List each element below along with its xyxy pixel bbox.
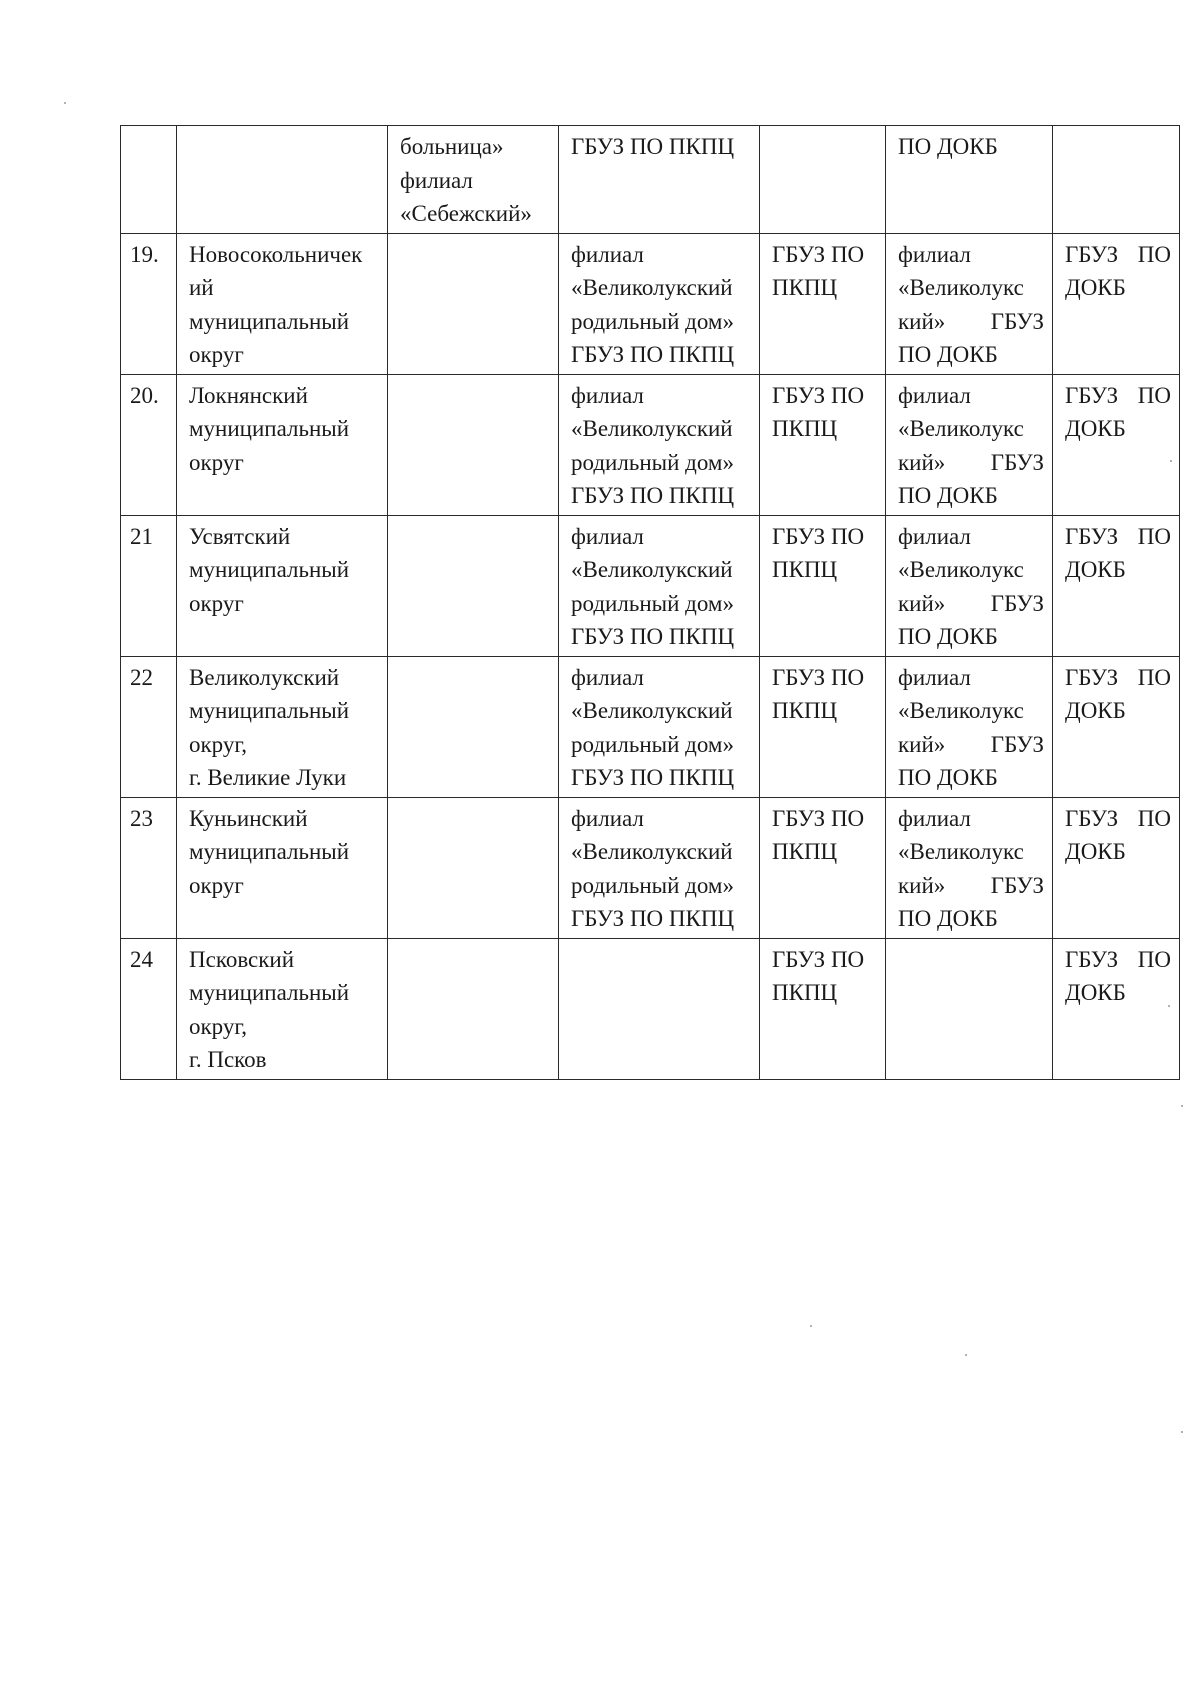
table-cell-c5 — [760, 233, 886, 374]
table-row — [121, 515, 1180, 656]
cell-text-line: ГБУЗ ПО — [1065, 946, 1171, 972]
cell-text-line: «Великолукский — [571, 698, 733, 723]
table-row — [121, 797, 1180, 938]
table-cell-c5 — [760, 797, 886, 938]
cell-text-line: ПКПЦ — [772, 839, 838, 864]
cell-text-line: ПКПЦ — [772, 557, 838, 582]
cell-text-line: г. Псков — [189, 1047, 267, 1072]
table-cell-c5 — [760, 656, 886, 797]
cell-text-line: ГБУЗ ПО — [772, 523, 865, 549]
table-body — [121, 126, 1180, 1080]
cell-text-line: ДОКБ — [1065, 275, 1126, 300]
cell-text-line: ПКПЦ — [772, 275, 838, 300]
row-number-cell — [121, 656, 177, 797]
cell-text-line: муниципальный — [189, 308, 350, 334]
table-cell-c4 — [559, 797, 760, 938]
table-row — [121, 126, 1180, 234]
table-cell-c6 — [886, 233, 1053, 374]
cell-text-line: ПКПЦ — [772, 416, 838, 441]
cell-text-line: ГБУЗ ПО ПКПЦ — [571, 483, 735, 508]
cell-text-line: ГБУЗ ПО — [772, 241, 865, 267]
cell-text-line: ГБУЗ ПО — [1065, 805, 1171, 831]
table-cell-c3 — [388, 797, 559, 938]
district-cell — [177, 938, 388, 1079]
cell-text-line: «Великолукс — [898, 557, 1024, 582]
row-number: 21 — [130, 523, 153, 549]
row-number: 22 — [130, 664, 153, 690]
cell-text-line: «Великолукс — [898, 275, 1024, 300]
cell-text-line: ГБУЗ ПО — [1065, 664, 1171, 690]
cell-text-line: округ — [189, 342, 244, 367]
cell-text-line: филиал — [400, 167, 473, 193]
table-cell-c3 — [388, 126, 559, 234]
scan-speck — [810, 1325, 812, 1327]
cell-text-line: филиал — [571, 805, 644, 831]
cell-text-line: ГБУЗ ПО ПКПЦ — [571, 342, 735, 367]
table-cell-c6 — [886, 126, 1053, 234]
table-cell-c3 — [388, 938, 559, 1079]
cell-text-line: филиал — [571, 523, 644, 549]
cell-text-line: округ — [189, 449, 244, 475]
cell-text-line: ГБУЗ ПО — [772, 805, 865, 831]
cell-text-line: «Великолукский — [571, 275, 733, 300]
scan-speck — [1170, 460, 1172, 462]
cell-text-line: Великолукский — [189, 664, 340, 690]
row-number: 24 — [130, 946, 153, 972]
cell-text-line: ГБУЗ ПО — [772, 664, 865, 690]
cell-text-line: филиал — [571, 241, 644, 267]
table-cell-c6 — [886, 515, 1053, 656]
cell-text-line: ГБУЗ ПО — [1065, 523, 1171, 549]
row-number-cell — [121, 515, 177, 656]
table-cell-c5 — [760, 515, 886, 656]
table-cell-c5 — [760, 374, 886, 515]
table-cell-c7 — [1053, 797, 1180, 938]
table-cell-c7 — [1053, 656, 1180, 797]
cell-text-line: ПО ДОКБ — [898, 134, 998, 159]
district-cell — [177, 656, 388, 797]
cell-text-line: Усвятский — [189, 523, 291, 549]
cell-text-line: кий» ГБУЗ — [898, 731, 1044, 757]
cell-text-line: ий — [189, 275, 214, 300]
table-cell-c7 — [1053, 938, 1180, 1079]
row-number-cell — [121, 126, 177, 234]
cell-text-line: больница» — [400, 134, 504, 159]
cell-text-line: ДОКБ — [1065, 416, 1126, 441]
cell-text-line: Новосокольничек — [189, 241, 363, 267]
cell-text-line: ПО ДОКБ — [898, 765, 998, 790]
cell-text-line: «Великолукс — [898, 698, 1024, 723]
cell-text-line: родильный дом» — [571, 308, 734, 334]
cell-text-line: ПО ДОКБ — [898, 342, 998, 367]
cell-text-line: ГБУЗ ПО — [1065, 382, 1171, 408]
cell-text-line: «Себежский» — [400, 201, 532, 226]
cell-text-line: ГБУЗ ПО — [1065, 241, 1171, 267]
table-cell-c4 — [559, 126, 760, 234]
table-cell-c7 — [1053, 233, 1180, 374]
district-cell — [177, 126, 388, 234]
cell-text-line: филиал — [898, 241, 971, 267]
cell-text-line: округ — [189, 590, 244, 616]
cell-text-line: Псковский — [189, 946, 295, 972]
table-cell-c6 — [886, 797, 1053, 938]
cell-text-line: «Великолукс — [898, 416, 1024, 441]
scan-speck — [1168, 1005, 1170, 1007]
table-cell-c4 — [559, 233, 760, 374]
cell-text-line: родильный дом» — [571, 590, 734, 616]
table-cell-c4 — [559, 515, 760, 656]
row-number-cell — [121, 938, 177, 1079]
cell-text-line: ПКПЦ — [772, 698, 838, 723]
row-number-cell — [121, 233, 177, 374]
cell-text-line: родильный дом» — [571, 731, 734, 757]
table-row — [121, 938, 1180, 1079]
cell-text-line: муниципальный — [189, 416, 350, 441]
scan-speck — [965, 1354, 967, 1356]
cell-text-line: Куньинский — [189, 805, 308, 831]
table-cell-c3 — [388, 374, 559, 515]
cell-text-line: «Великолукский — [571, 839, 733, 864]
cell-text-line: филиал — [571, 664, 644, 690]
district-cell — [177, 233, 388, 374]
cell-text-line: ДОКБ — [1065, 839, 1126, 864]
table-cell-c7 — [1053, 126, 1180, 234]
table-cell-c3 — [388, 233, 559, 374]
table-cell-c4 — [559, 374, 760, 515]
cell-text-line: ГБУЗ ПО ПКПЦ — [571, 624, 735, 649]
cell-text-line: округ, — [189, 731, 247, 757]
cell-text-line: ДОКБ — [1065, 980, 1126, 1005]
cell-text-line: ГБУЗ ПО — [772, 382, 865, 408]
table-cell-c4 — [559, 656, 760, 797]
cell-text-line: ГБУЗ ПО ПКПЦ — [571, 765, 735, 790]
cell-text-line: ДОКБ — [1065, 698, 1126, 723]
cell-text-line: г. Великие Луки — [189, 765, 347, 790]
cell-text-line: муниципальный — [189, 698, 350, 723]
cell-text-line: ГБУЗ ПО ПКПЦ — [571, 134, 735, 159]
cell-text-line: филиал — [898, 523, 971, 549]
cell-text-line: ПО ДОКБ — [898, 624, 998, 649]
cell-text-line: кий» ГБУЗ — [898, 308, 1044, 334]
cell-text-line: муниципальный — [189, 557, 350, 582]
cell-text-line: «Великолукский — [571, 416, 733, 441]
cell-text-line: ПКПЦ — [772, 980, 838, 1005]
table-cell-c5 — [760, 938, 886, 1079]
row-number-cell — [121, 374, 177, 515]
cell-text-line: «Великолукский — [571, 557, 733, 582]
cell-text-line: ПО ДОКБ — [898, 906, 998, 931]
cell-text-line: филиал — [898, 805, 971, 831]
cell-text-line: округ, — [189, 1013, 247, 1039]
cell-text-line: филиал — [571, 382, 644, 408]
table-cell-c4 — [559, 938, 760, 1079]
table-cell-c7 — [1053, 374, 1180, 515]
cell-text-line: муниципальный — [189, 839, 350, 864]
table-row — [121, 656, 1180, 797]
district-cell — [177, 515, 388, 656]
district-cell — [177, 797, 388, 938]
cell-text-line: родильный дом» — [571, 872, 734, 898]
row-number: 23 — [130, 805, 153, 831]
district-cell — [177, 374, 388, 515]
table-cell-c3 — [388, 515, 559, 656]
row-number: 19. — [130, 241, 159, 267]
cell-text-line: ДОКБ — [1065, 557, 1126, 582]
row-number-cell — [121, 797, 177, 938]
table-row — [121, 374, 1180, 515]
table-cell-c6 — [886, 656, 1053, 797]
cell-text-line: округ — [189, 872, 244, 898]
cell-text-line: ГБУЗ ПО — [772, 946, 865, 972]
cell-text-line: ПО ДОКБ — [898, 483, 998, 508]
cell-text-line: ГБУЗ ПО ПКПЦ — [571, 906, 735, 931]
table-cell-c3 — [388, 656, 559, 797]
cell-text-line: филиал — [898, 664, 971, 690]
scan-speck — [1181, 1105, 1183, 1107]
table-row — [121, 233, 1180, 374]
row-number: 20. — [130, 382, 159, 408]
table-cell-c6 — [886, 374, 1053, 515]
distribution-table — [120, 125, 1180, 1080]
scan-speck — [64, 102, 66, 104]
cell-text-line: кий» ГБУЗ — [898, 449, 1044, 475]
cell-text-line: филиал — [898, 382, 971, 408]
scan-speck — [1181, 1431, 1183, 1433]
cell-text-line: Локнянский — [189, 382, 308, 408]
table-cell-c5 — [760, 126, 886, 234]
cell-text-line: родильный дом» — [571, 449, 734, 475]
table-cell-c7 — [1053, 515, 1180, 656]
cell-text-line: кий» ГБУЗ — [898, 872, 1044, 898]
cell-text-line: кий» ГБУЗ — [898, 590, 1044, 616]
cell-text-line: «Великолукс — [898, 839, 1024, 864]
cell-text-line: муниципальный — [189, 980, 350, 1005]
table-cell-c6 — [886, 938, 1053, 1079]
